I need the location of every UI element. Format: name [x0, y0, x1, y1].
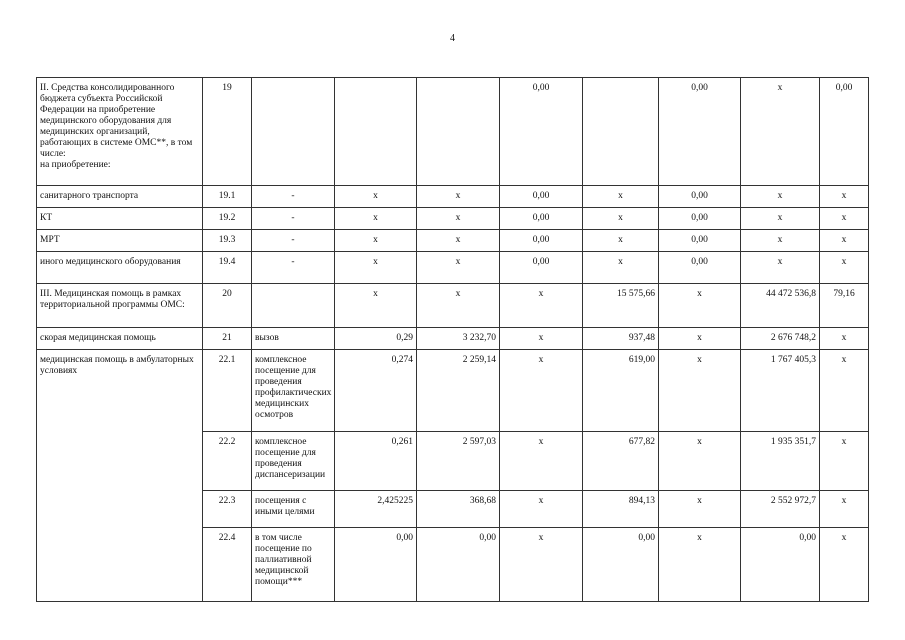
page-number: 4: [450, 33, 455, 44]
value-cell: х: [820, 186, 869, 208]
value-cell: 0,00: [417, 528, 500, 602]
value-cell: х: [500, 350, 583, 432]
unit-cell: в том числе посещение по паллиативной медицинской помощи***: [252, 528, 335, 602]
value-cell: х: [820, 252, 869, 284]
value-cell: х: [820, 350, 869, 432]
unit-cell: -: [252, 208, 335, 230]
value-cell: х: [583, 252, 659, 284]
value-cell: 0,00: [659, 230, 741, 252]
row-number: 22.1: [203, 350, 252, 432]
value-cell: 44 472 536,8: [741, 284, 820, 328]
value-cell: х: [335, 230, 417, 252]
value-cell: 0,29: [335, 328, 417, 350]
value-cell: х: [820, 230, 869, 252]
row-number: 21: [203, 328, 252, 350]
value-cell: 3 232,70: [417, 328, 500, 350]
value-cell: х: [583, 186, 659, 208]
value-cell: 1 767 405,3: [741, 350, 820, 432]
unit-cell: -: [252, 186, 335, 208]
value-cell: х: [500, 284, 583, 328]
value-cell: х: [500, 328, 583, 350]
value-cell: 894,13: [583, 491, 659, 528]
row-number: 19.1: [203, 186, 252, 208]
table-row: [37, 230, 869, 252]
table-row: [37, 328, 869, 350]
value-cell: х: [500, 491, 583, 528]
unit-cell: посещения с иными целями: [252, 491, 335, 528]
table-row: [37, 350, 869, 432]
row-name: КТ: [37, 208, 203, 230]
value-cell: х: [659, 350, 741, 432]
row-name: скорая медицинская помощь: [37, 328, 203, 350]
value-cell: х: [583, 208, 659, 230]
row-number: 19: [203, 78, 252, 186]
value-cell: 2 597,03: [417, 432, 500, 491]
unit-cell: -: [252, 230, 335, 252]
value-cell: 0,00: [500, 230, 583, 252]
value-cell: 368,68: [417, 491, 500, 528]
row-number: 19.4: [203, 252, 252, 284]
row-name: III. Медицинская помощь в рамках территориальной программы ОМС:: [37, 284, 203, 328]
row-number: 19.3: [203, 230, 252, 252]
row-number: 22.4: [203, 528, 252, 602]
value-cell: х: [659, 328, 741, 350]
row-name: II. Средства консолидированного бюджета субъекта Российской Федерации на приобретение медицинского оборудования для медицинских организаций, работающих в системе ОМС**, в том числе: на приобретение:: [37, 78, 203, 186]
value-cell: 0,00: [335, 528, 417, 602]
value-cell: 619,00: [583, 350, 659, 432]
value-cell: 0,00: [500, 252, 583, 284]
value-cell: 0,00: [820, 78, 869, 186]
row-number: 22.2: [203, 432, 252, 491]
value-cell: 0,00: [659, 78, 741, 186]
table-row: [37, 284, 869, 328]
value-cell: х: [659, 491, 741, 528]
value-cell: х: [417, 284, 500, 328]
value-cell: 0,00: [500, 78, 583, 186]
value-cell: 937,48: [583, 328, 659, 350]
table-row: [37, 78, 869, 186]
value-cell: 0,261: [335, 432, 417, 491]
value-cell: 0,274: [335, 350, 417, 432]
value-cell: 0,00: [659, 186, 741, 208]
table-row: [37, 208, 869, 230]
value-cell: х: [820, 328, 869, 350]
value-cell: х: [417, 252, 500, 284]
unit-cell: комплексное посещение для проведения профилактических медицинских осмотров: [252, 350, 335, 432]
row-number: 19.2: [203, 208, 252, 230]
value-cell: [335, 78, 417, 186]
value-cell: 0,00: [583, 528, 659, 602]
value-cell: х: [820, 432, 869, 491]
value-cell: 1 935 351,7: [741, 432, 820, 491]
value-cell: 2 552 972,7: [741, 491, 820, 528]
value-cell: 0,00: [500, 208, 583, 230]
value-cell: 0,00: [741, 528, 820, 602]
table-row: [37, 186, 869, 208]
value-cell: 2,425225: [335, 491, 417, 528]
value-cell: х: [417, 208, 500, 230]
value-cell: х: [741, 186, 820, 208]
value-cell: [417, 78, 500, 186]
value-cell: х: [820, 208, 869, 230]
value-cell: 2 259,14: [417, 350, 500, 432]
value-cell: х: [335, 208, 417, 230]
value-cell: х: [659, 432, 741, 491]
value-cell: [583, 78, 659, 186]
value-cell: 0,00: [659, 252, 741, 284]
value-cell: х: [500, 432, 583, 491]
value-cell: х: [583, 230, 659, 252]
value-cell: х: [741, 252, 820, 284]
value-cell: х: [741, 208, 820, 230]
value-cell: х: [741, 78, 820, 186]
unit-cell: комплексное посещение для проведения диспансеризации: [252, 432, 335, 491]
value-cell: х: [500, 528, 583, 602]
value-cell: х: [659, 528, 741, 602]
value-cell: х: [659, 284, 741, 328]
row-name: медицинская помощь в амбулаторных условиях: [37, 350, 203, 602]
value-cell: х: [741, 230, 820, 252]
value-cell: х: [335, 284, 417, 328]
value-cell: х: [820, 528, 869, 602]
unit-cell: [252, 78, 335, 186]
row-name: санитарного транспорта: [37, 186, 203, 208]
value-cell: х: [335, 186, 417, 208]
value-cell: х: [335, 252, 417, 284]
value-cell: 677,82: [583, 432, 659, 491]
value-cell: х: [417, 230, 500, 252]
value-cell: 2 676 748,2: [741, 328, 820, 350]
row-number: 20: [203, 284, 252, 328]
unit-cell: [252, 284, 335, 328]
data-table: [36, 77, 869, 602]
unit-cell: вызов: [252, 328, 335, 350]
row-name: иного медицинского оборудования: [37, 252, 203, 284]
row-name: МРТ: [37, 230, 203, 252]
value-cell: 0,00: [659, 208, 741, 230]
table-row: [37, 252, 869, 284]
value-cell: 15 575,66: [583, 284, 659, 328]
unit-cell: -: [252, 252, 335, 284]
value-cell: х: [417, 186, 500, 208]
row-number: 22.3: [203, 491, 252, 528]
value-cell: 79,16: [820, 284, 869, 328]
value-cell: 0,00: [500, 186, 583, 208]
value-cell: х: [820, 491, 869, 528]
